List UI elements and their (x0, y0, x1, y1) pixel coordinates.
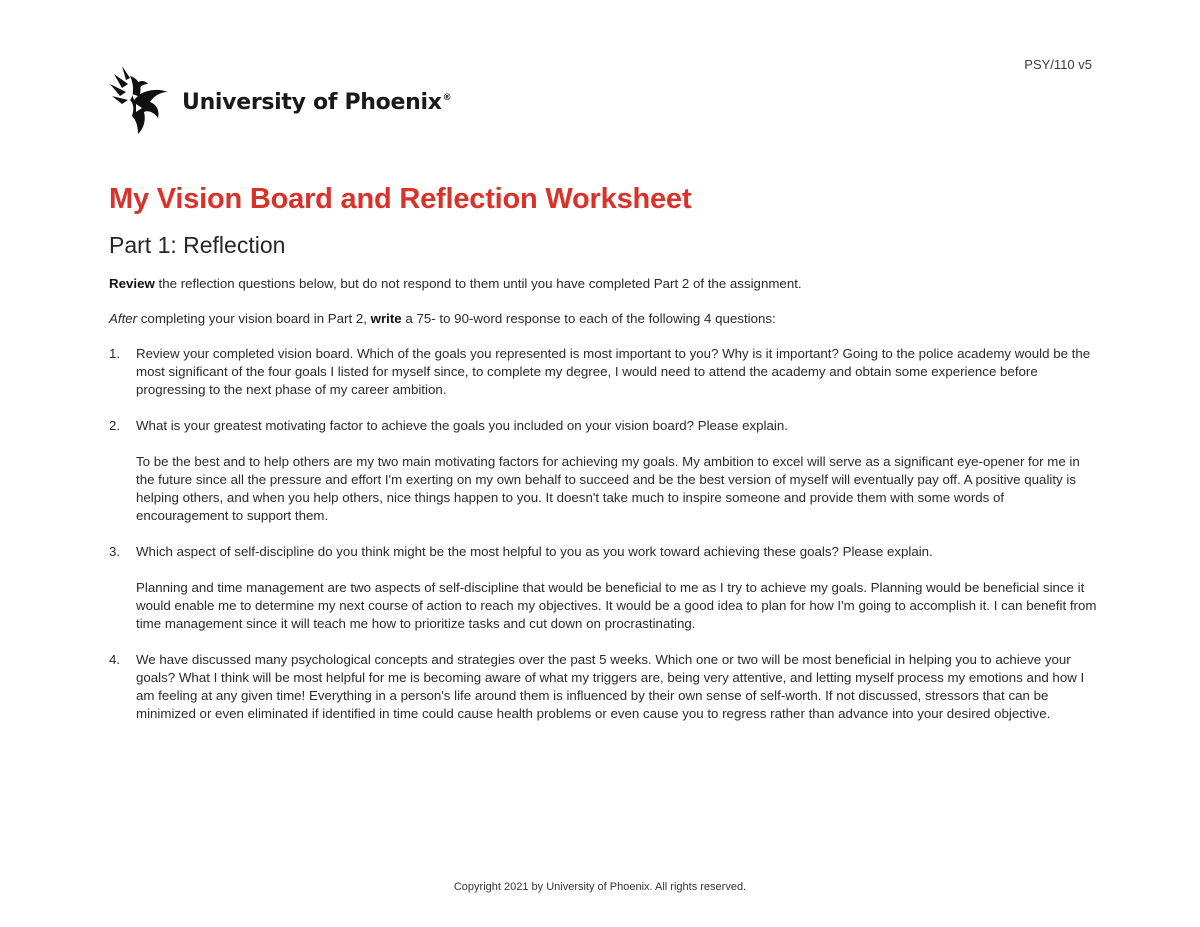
question-item-4 (109, 651, 1099, 723)
question-text: What is your greatest motivating factor to achieve the goals you included on your vision board? Please explain. (136, 418, 788, 433)
instruction-review-bold: Review (109, 276, 155, 291)
part-heading: Part 1: Reflection (109, 232, 286, 258)
instruction-write-italic: After (109, 311, 138, 326)
phoenix-bird-icon (108, 64, 178, 136)
course-code: PSY/110 v5 (1024, 57, 1092, 72)
question-item-3 (109, 543, 1099, 633)
instruction-review-text: the reflection questions below, but do not respond to them until you have completed Part 2 of the assignment. (154, 276, 802, 291)
copyright-footer: Copyright 2021 by University of Phoenix. All rights reserved. (453, 881, 747, 893)
question-text: Which aspect of self-discipline do you think might be the most helpful to you as you work toward achieving these goals? Please explain. (136, 544, 933, 559)
question-number: 2. (109, 418, 121, 433)
university-logo (108, 64, 451, 136)
question-number: 4. (109, 652, 121, 667)
question-item-2 (109, 417, 1099, 525)
question-text: We have discussed many psychological concepts and strategies over the past 5 weeks. Which one or two will be most beneficial in helping you to achieve your goals? What I think will be most helpful for me is becoming aware of what my triggers are, being very attentive, and letting myself process my emotions and how I am feeling at any given time! Everything in a person's life around them is influenced by their own sense of self-worth. If not discussed, stressors that can be minimized or even eliminated if identified in time could cause health problems or even cause you to regress rather than advance into your desired objective. (136, 652, 1085, 721)
instruction-write-text: completing your vision board in Part 2, (137, 311, 371, 326)
question-number: 1. (109, 346, 121, 361)
question-text: Review your completed vision board. Which of the goals you represented is most important to you? Why is it important? Going to the police academy would be the most significant of the four goals I listed for myself since, to complete my degree, I would need to attend the academy and obtain some experience before progressing to the next phase of my career ambition. (136, 346, 1091, 397)
question-answer: Planning and time management are two aspects of self-discipline that would be beneficial to me as I try to achieve my goals. Planning would be beneficial since it would enable me to determine my next course of action to reach my objectives. It would be a good idea to plan for how I'm going to accomplish it. I can benefit from time management since it will teach me how to prioritize tasks and cut down on procrastinating. (136, 580, 1097, 631)
instruction-write (109, 310, 776, 328)
instruction-write-bold: write (370, 311, 402, 326)
instruction-review (109, 275, 802, 293)
question-list (109, 345, 1099, 741)
question-item-1 (109, 345, 1099, 399)
document-title: My Vision Board and Reflection Worksheet (109, 183, 692, 215)
instruction-write-rest: a 75- to 90-word response to each of the following 4 questions: (401, 311, 776, 326)
logo-wordmark: University of Phoenix® (182, 89, 452, 115)
question-number: 3. (109, 544, 121, 559)
question-answer: To be the best and to help others are my two main motivating factors for achieving my goals. My ambition to excel will serve as a significant eye-opener for me in the future since all the pressure and effort I'm exerting on my own behalf to succeed and be the best version of myself will eventually pay off. A positive quality is helping others, and when you help others, nice things happen to you. It doesn't take much to inspire someone and provide them with some words of encouragement to support them. (136, 454, 1080, 523)
